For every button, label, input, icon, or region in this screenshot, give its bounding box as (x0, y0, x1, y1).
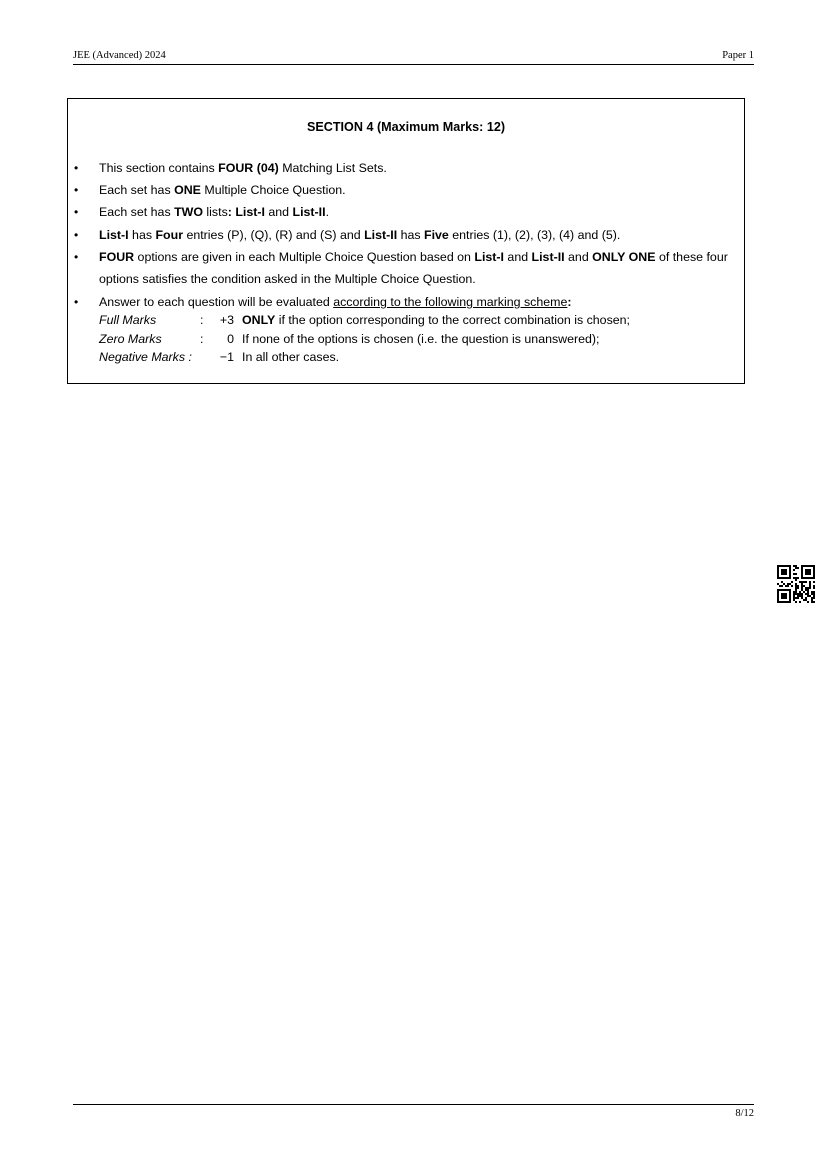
section-title: SECTION 4 (Maximum Marks: 12) (306, 120, 506, 134)
paper-label: Paper 1 (722, 50, 754, 61)
text-run: Matching List Sets. (278, 161, 387, 175)
text-run: List-I (99, 228, 129, 242)
text-run: has (128, 228, 156, 242)
text-run: List-II (292, 205, 326, 219)
text-run: : List-I (227, 205, 265, 219)
page-footer (73, 1104, 754, 1119)
scheme-description (242, 313, 630, 327)
instruction-text (99, 224, 729, 246)
text-run: List-II (364, 228, 398, 242)
page-number: 8/12 (735, 1108, 754, 1119)
text-run: ONLY (242, 313, 276, 327)
scheme-row (99, 313, 729, 331)
text-run: : (567, 295, 572, 309)
text-run: lists (202, 205, 228, 219)
text-run: and (503, 250, 532, 264)
text-run: entries (P), (Q), (R) and (S) and (183, 228, 365, 242)
text-run: and (564, 250, 593, 264)
instruction-text (99, 179, 729, 201)
text-run: . (325, 205, 330, 219)
text-run: FOUR (04) (218, 161, 279, 175)
qr-code-icon (777, 565, 815, 603)
scheme-label: Negative Marks : (99, 350, 192, 364)
exam-name: JEE (Advanced) 2024 (73, 50, 166, 61)
text-run: Each set has (99, 183, 175, 197)
text-run: Four (155, 228, 184, 242)
text-run: Multiple Choice Question. (200, 183, 346, 197)
text-run: ONE (174, 183, 201, 197)
bullet-icon: • (74, 183, 79, 197)
text-run: and (264, 205, 293, 219)
text-run: if the option corresponding to the correct combination is chosen; (275, 313, 630, 327)
text-run: TWO (174, 205, 203, 219)
text-run: entries (1), (2), (3), (4) and (5). (448, 228, 621, 242)
text-run: options are given in each Multiple Choice Question based on (134, 250, 475, 264)
text-run: This section contains (99, 161, 219, 175)
section-instructions-box (67, 98, 745, 384)
scheme-mark: −1 (219, 350, 234, 364)
text-run: List-I (474, 250, 504, 264)
text-run: List-II (531, 250, 565, 264)
text-run: according to the following marking scheme (333, 295, 568, 309)
scheme-label: Full Marks (99, 313, 157, 327)
text-run: Each set has (99, 205, 175, 219)
text-run: FOUR (99, 250, 135, 264)
scheme-colon: : (200, 332, 204, 346)
scheme-row (99, 332, 729, 350)
bullet-icon: • (74, 161, 79, 175)
text-run: Five (424, 228, 449, 242)
text-run: has (397, 228, 425, 242)
bullet-icon: • (74, 205, 79, 219)
instruction-text (99, 246, 729, 290)
scheme-colon: : (200, 313, 204, 327)
scheme-row (99, 350, 729, 368)
instruction-text (99, 157, 729, 179)
text-run: If none of the options is chosen (i.e. the question is unanswered); (242, 332, 600, 346)
text-run: In all other cases. (242, 350, 340, 364)
bullet-icon: • (74, 295, 79, 309)
scheme-mark: +3 (219, 313, 234, 327)
scheme-mark: 0 (227, 332, 234, 346)
text-run: Answer to each question will be evaluated (99, 295, 334, 309)
text-run: of these four options satisfies the condition asked in the Multiple Choice Question. (99, 250, 728, 286)
scheme-label: Zero Marks (99, 332, 162, 346)
page-header (73, 50, 754, 65)
bullet-icon: • (74, 228, 79, 242)
scheme-description (242, 350, 339, 364)
instruction-text (99, 291, 729, 313)
text-run: ONLY ONE (592, 250, 656, 264)
scheme-description (242, 332, 599, 346)
bullet-icon: • (74, 250, 79, 264)
instruction-text (99, 201, 729, 223)
